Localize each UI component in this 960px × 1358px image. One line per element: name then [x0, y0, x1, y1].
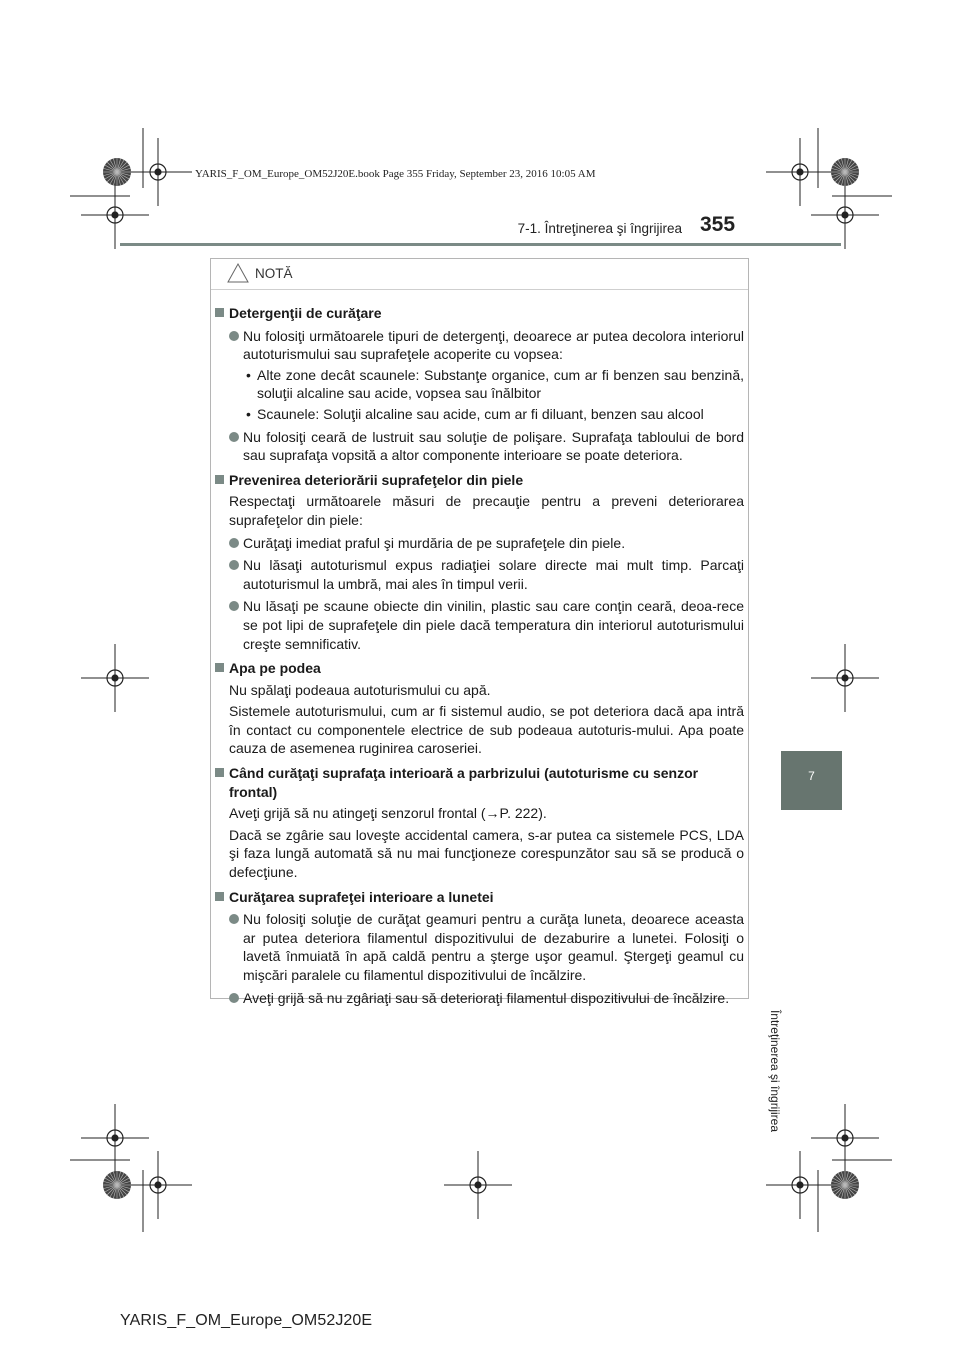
- section-title: 7-1. Întreţinerea şi îngrijirea: [517, 221, 682, 236]
- note-box: [210, 258, 749, 1006]
- note-list-item: • Scaunele: Soluţii alcaline sau acide, cum ar fi diluant, benzen sau alcool: [215, 405, 744, 424]
- note-section-heading: Prevenirea deteriorării suprafeţelor din piele: [215, 471, 744, 490]
- note-paragraph: Aveţi grijă să nu atingeţi senzorul frontal (→P. 222).: [229, 805, 547, 822]
- note-list-item: Nu folosiţi ceară de lustruit sau soluţie de polişare. Suprafaţa tabloului de bord sau suprafaţa vopsită a altor componente interioare se poate deteriora.: [215, 428, 744, 465]
- note-list-item: • Alte zone decât scaunele: Substanţe organice, cum ar fi benzen sau benzină, soluţii alcaline sau acide, vopsea sau înălbitor: [215, 366, 744, 403]
- note-paragraph: Respectaţi următoarele măsuri de precauţie pentru a preveni deteriorarea suprafeţelor din piele:: [229, 493, 744, 528]
- note-list-item: Aveţi grijă să nu zgâriaţi sau să deterioraţi filamentul dispozitivului de încălzire.: [215, 989, 744, 1008]
- note-list-item: Nu folosiţi soluţie de curăţat geamuri pentru a curăţa luneta, deoarece aceasta ar putea deteriora filamentul dispozitivului de dezaburire a lunetei. Folosiţi o lavetă înmuiată în apă caldă pentru a şterge uşor geamul. Ştergeţi geamul cu mişcări paralele cu filamentul dispozitivului de încălzire.: [215, 910, 744, 984]
- footer-code: YARIS_F_OM_Europe_OM52J20E: [120, 1312, 373, 1329]
- note-header: [211, 259, 748, 290]
- note-paragraph: Dacă se zgârie sau loveşte accidental camera, s-ar putea ca sistemele PCS, LDA şi faza lungă automată să nu mai funcţioneze corespunzător sau să se producă o defecţiune.: [229, 826, 744, 881]
- note-title: NOTĂ: [255, 266, 293, 281]
- note-list-item: Nu folosiţi următoarele tipuri de detergenţi, deoarece ar putea decolora interiorul autoturismului sau suprafeţele acoperite cu vopsea:: [215, 327, 744, 364]
- note-section-heading: Când curăţaţi suprafaţa interioară a parbrizului (autoturisme cu senzor frontal): [215, 764, 744, 801]
- header-rule: [120, 243, 841, 246]
- chapter-number: 7: [808, 769, 815, 783]
- note-list-item: Nu lăsaţi autoturismul expus radiaţiei solare directe mai mult timp. Parcaţi autoturismul la umbră, mai ales în timpul verii.: [215, 556, 744, 593]
- chapter-side-title: Întreţinerea şi îngrijirea: [768, 1009, 782, 1133]
- warning-triangle-icon: [227, 262, 249, 284]
- note-body: [215, 298, 744, 1007]
- note-section-heading: Apa pe podea: [215, 659, 744, 678]
- note-list-item: Curăţaţi imediat praful şi murdăria de pe suprafeţele din piele.: [215, 534, 744, 553]
- note-paragraph: Sistemele autoturismului, cum ar fi sistemul audio, se pot deteriora dacă apa intră în contact cu componentele electrice de sub podeaua autoturis-mului. Apa poate cauza de asemenea ruginirea caroseriei.: [229, 703, 744, 757]
- book-stamp: YARIS_F_OM_Europe_OM52J20E.book Page 355 Friday, September 23, 2016 10:05 AM: [195, 168, 596, 180]
- note-section-heading: Detergenţii de curăţare: [215, 304, 744, 323]
- note-paragraph: Nu spălaţi podeaua autoturismului cu apă.: [229, 681, 491, 698]
- note-section-heading: Curăţarea suprafeţei interioare a lunetei: [215, 888, 744, 907]
- page-number: 355: [700, 213, 736, 236]
- note-list-item: Nu lăsaţi pe scaune obiecte din vinilin, plastic sau care conţin ceară, deoa-rece se pot lipi de suprafeţele din piele dacă temperatura din interiorul autoturismului creşte semnificativ.: [215, 597, 744, 653]
